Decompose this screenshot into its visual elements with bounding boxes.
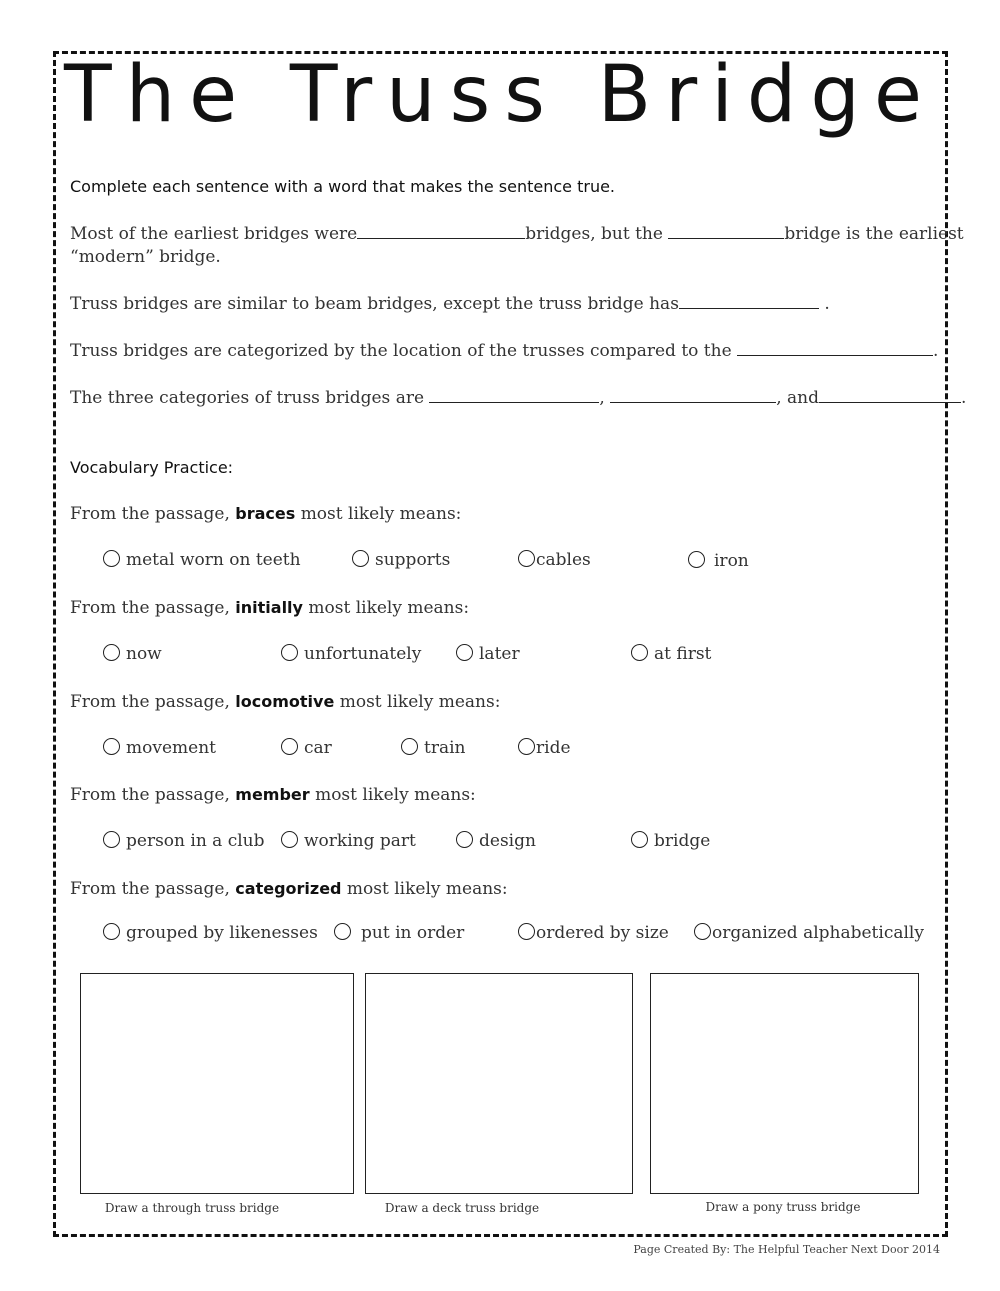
option[interactable]: grouped by likenesses: [103, 922, 318, 944]
sentence-1-line2: “modern” bridge.: [70, 247, 221, 267]
option[interactable]: iron: [688, 550, 749, 572]
radio-circle-icon[interactable]: [281, 644, 298, 661]
option[interactable]: supports: [352, 549, 450, 571]
radio-circle-icon[interactable]: [518, 738, 535, 755]
radio-circle-icon[interactable]: [103, 923, 120, 940]
radio-circle-icon[interactable]: [518, 923, 535, 940]
radio-circle-icon[interactable]: [103, 738, 120, 755]
option[interactable]: movement: [103, 737, 216, 759]
radio-circle-icon[interactable]: [334, 923, 351, 940]
sentence-1: Most of the earliest bridges were bridges, but the bridge is the earliest: [70, 224, 964, 244]
radio-circle-icon[interactable]: [401, 738, 418, 755]
blank-input[interactable]: [679, 292, 819, 309]
option[interactable]: at first: [631, 643, 711, 665]
page-title: The Truss Bridge: [64, 50, 936, 140]
option[interactable]: ordered by size: [518, 922, 669, 944]
option[interactable]: organized alphabetically: [694, 922, 924, 944]
option[interactable]: working part: [281, 830, 416, 852]
option[interactable]: unfortunately: [281, 643, 421, 665]
radio-circle-icon[interactable]: [456, 831, 473, 848]
radio-circle-icon[interactable]: [688, 551, 705, 568]
option[interactable]: bridge: [631, 830, 710, 852]
blank-input[interactable]: [737, 339, 933, 356]
sentence-2: Truss bridges are similar to beam bridges, except the truss bridge has .: [70, 294, 830, 314]
option[interactable]: car: [281, 737, 332, 759]
radio-circle-icon[interactable]: [631, 644, 648, 661]
radio-circle-icon[interactable]: [103, 550, 120, 567]
radio-circle-icon[interactable]: [518, 550, 535, 567]
radio-circle-icon[interactable]: [103, 644, 120, 661]
option[interactable]: later: [456, 643, 520, 665]
caption-through-truss: Draw a through truss bridge: [104, 1201, 280, 1215]
vocab-question-4: From the passage, member most likely means:: [70, 785, 476, 805]
option[interactable]: train: [401, 737, 465, 759]
option[interactable]: cables: [518, 549, 591, 571]
option[interactable]: metal worn on teeth: [103, 549, 301, 571]
option[interactable]: now: [103, 643, 162, 665]
option[interactable]: person in a club: [103, 830, 265, 852]
blank-input[interactable]: [429, 386, 599, 403]
radio-circle-icon[interactable]: [694, 923, 711, 940]
drawing-box-through-truss[interactable]: [80, 973, 354, 1194]
drawing-box-pony-truss[interactable]: [650, 973, 919, 1194]
vocab-question-2: From the passage, initially most likely means:: [70, 598, 470, 618]
blank-input[interactable]: [357, 222, 525, 239]
vocab-question-3: From the passage, locomotive most likely means:: [70, 692, 501, 712]
vocab-heading: Vocabulary Practice:: [70, 458, 234, 477]
radio-circle-icon[interactable]: [456, 644, 473, 661]
option[interactable]: put in order: [334, 922, 464, 944]
radio-circle-icon[interactable]: [631, 831, 648, 848]
vocab-question-5: From the passage, categorized most likely means:: [70, 879, 508, 899]
caption-pony-truss: Draw a pony truss bridge: [705, 1200, 861, 1214]
blank-input[interactable]: [610, 386, 776, 403]
instructions: Complete each sentence with a word that makes the sentence true.: [70, 177, 616, 196]
option[interactable]: ride: [518, 737, 571, 759]
blank-input[interactable]: [668, 222, 784, 239]
sentence-4: The three categories of truss bridges are , , and .: [70, 388, 967, 408]
sentence-3: Truss bridges are categorized by the location of the trusses compared to the .: [70, 341, 939, 361]
option[interactable]: design: [456, 830, 536, 852]
caption-deck-truss: Draw a deck truss bridge: [384, 1201, 540, 1215]
vocab-question-1: From the passage, braces most likely means:: [70, 504, 462, 524]
radio-circle-icon[interactable]: [281, 831, 298, 848]
blank-input[interactable]: [819, 386, 961, 403]
radio-circle-icon[interactable]: [352, 550, 369, 567]
drawing-box-deck-truss[interactable]: [365, 973, 633, 1194]
radio-circle-icon[interactable]: [103, 831, 120, 848]
radio-circle-icon[interactable]: [281, 738, 298, 755]
footer-credit: Page Created By: The Helpful Teacher Next Door 2014: [633, 1243, 940, 1256]
